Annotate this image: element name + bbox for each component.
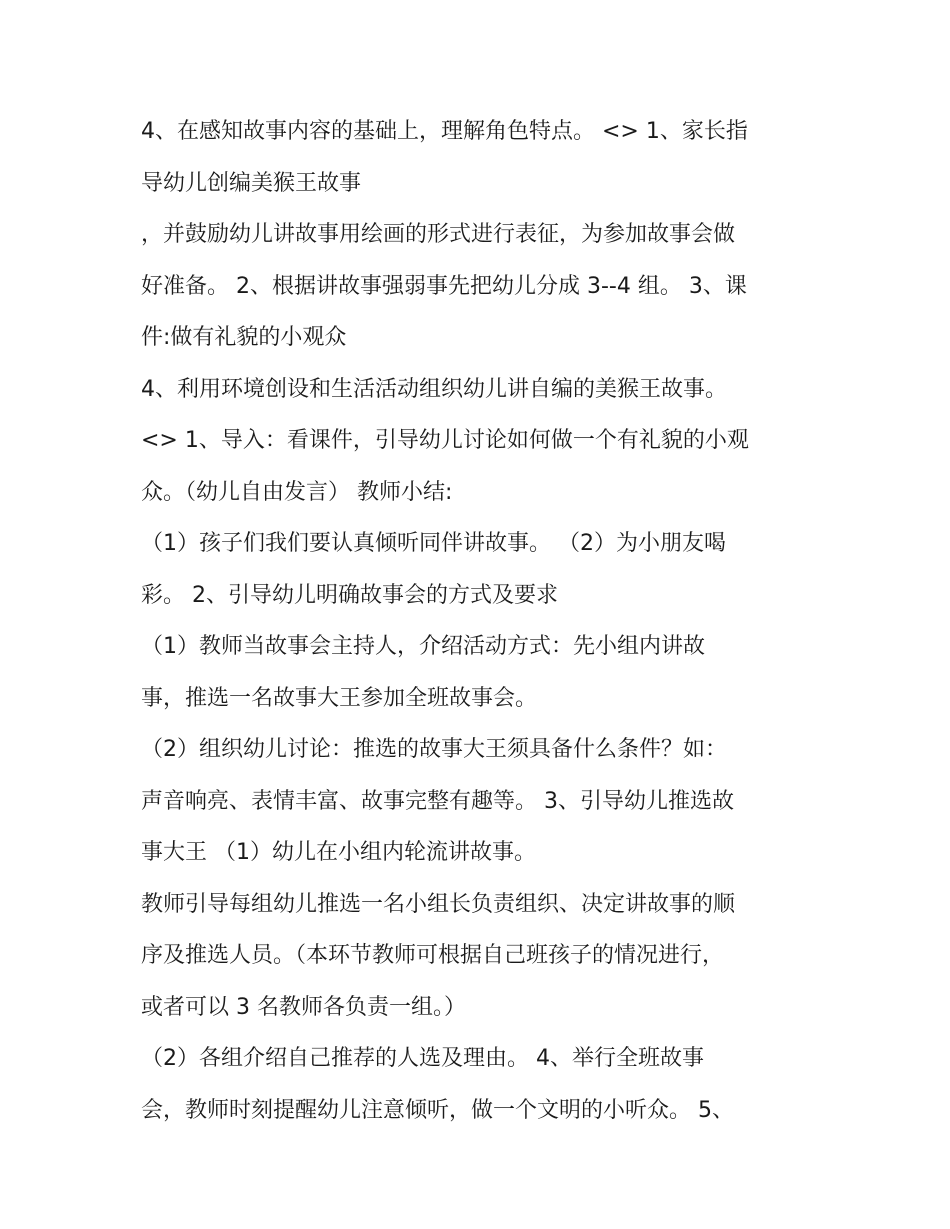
text-line: <> 1、导入：看课件，引导幼儿讨论如何做一个有礼貌的小观	[141, 428, 749, 453]
text-line: 4、利用环境创设和生活活动组织幼儿讲自编的美猴王故事。	[141, 376, 727, 402]
text-line: 4、在感知故事内容的基础上，理解角色特点。 <> 1、家长指	[141, 119, 748, 144]
text-line: 教师引导每组幼儿推选一名小组长负责组织、决定讲故事的顺	[141, 891, 736, 917]
text-line: 事大王 （1）幼儿在小组内轮流讲故事。	[141, 840, 536, 865]
text-line: 或者可以 3 名教师各负责一组。）	[141, 994, 466, 1020]
text-line: 声音响亮、表情丰富、故事完整有趣等。 3、引导幼儿推选故	[141, 788, 734, 814]
text-line: 件:做有礼貌的小观众	[141, 325, 347, 350]
document-body	[141, 106, 821, 1136]
text-line: 众。（幼儿自由发言） 教师小结:	[141, 479, 453, 505]
text-line: （1）教师当故事会主持人，介绍活动方式：先小组内讲故	[141, 634, 705, 659]
text-line: ，并鼓励幼儿讲故事用绘画的形式进行表征，为参加故事会做	[141, 222, 736, 247]
text-line: 导幼儿创编美猴王故事	[141, 170, 362, 196]
text-line: 彩。 2、引导幼儿明确故事会的方式及要求	[141, 582, 558, 608]
text-line: 序及推选人员。（本环节教师可根据自己班孩子的情况进行，	[141, 943, 725, 968]
text-line: 会，教师时刻提醒幼儿注意倾听，做一个文明的小听众。 5、	[141, 1097, 734, 1123]
text-line: 好准备。 2、根据讲故事强弱事先把幼儿分成 3--4 组。 3、课	[141, 273, 747, 299]
text-line: （2）组织幼儿讨论：推选的故事大王须具备什么条件？如：	[141, 737, 727, 762]
text-line: （2）各组介绍自己推荐的人选及理由。 4、举行全班故事	[141, 1046, 704, 1071]
text-line: （1）孩子们我们要认真倾听同伴讲故事。 （2）为小朋友喝	[141, 531, 726, 556]
text-line: 事，推选一名故事大王参加全班故事会。	[141, 685, 538, 711]
